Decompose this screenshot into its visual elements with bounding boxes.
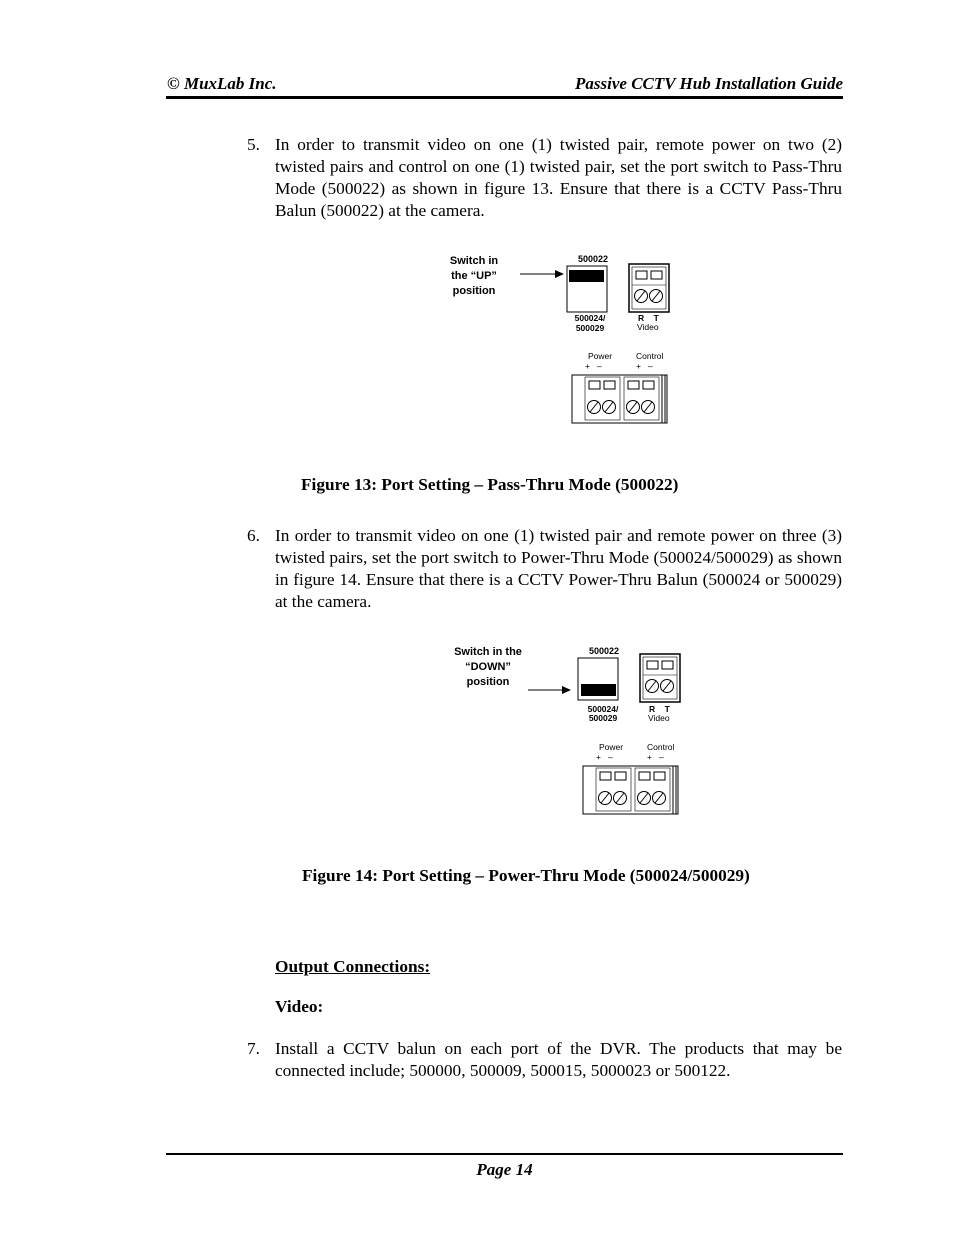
power-label: Power [599,742,624,752]
step-text: Install a CCTV balun on each port of the DVR. The products that may be connected include; 500000, 500009, 500015, 5000023 or 500122. [275,1039,842,1080]
step-7 [247,1038,842,1082]
video-terminal [629,264,669,312]
switch-bottom-label: 500029 [588,713,618,723]
switch-position-label: “DOWN” [465,661,511,673]
step-number: 6. [247,526,260,545]
video-terminal [640,654,680,702]
power-polarity: + – [596,752,613,762]
step-text: In order to transmit video on one (1) twisted pair, remote power on two (2) twisted pairs and control on one (1) twisted pair, set the port switch to Pass-Thru Mode (500022) as shown in figure 13. Ensure that there is a CCTV Pass-Thru Balun (500022) at the camera. [275,135,842,220]
video-subheading: Video: [275,997,324,1016]
page-footer [166,1153,843,1180]
step-6 [247,525,842,613]
control-polarity: + – [647,752,664,762]
video-label: Video [637,322,659,332]
figure-13-caption: Figure 13: Port Setting – Pass-Thru Mode (500022) [301,475,679,494]
power-polarity: + – [585,361,602,371]
switch-position-label: position [466,676,510,688]
header-title: Passive CCTV Hub Installation Guide [575,74,843,93]
switch-slider-down [581,684,616,696]
switch-position-label: Switch in [449,255,499,267]
control-label: Control [647,742,675,752]
switch-slider-up [569,270,604,282]
page-number: Page 14 [476,1160,533,1179]
step-text: In order to transmit video on one (1) twisted pair and remote power on three (3) twisted pairs, set the port switch to Power-Thru Mode (500024/500029) as shown in figure 14. Ensure that there is a CCTV Power-Thru Balun (500024 or 500029) at the camera. [275,526,842,611]
video-rt-label: R T [638,313,659,323]
figure-13-diagram [440,248,690,433]
video-rt-label: R T [649,704,670,714]
control-polarity: + – [636,361,653,371]
video-label: Video [648,713,670,723]
switch-top-label: 500022 [589,646,620,656]
header-company: © MuxLab Inc. [167,74,277,93]
control-label: Control [636,351,664,361]
step-5 [247,134,842,222]
arrow-head-icon [562,686,571,694]
figure-14-caption: Figure 14: Port Setting – Power-Thru Mode (500024/500029) [302,866,750,885]
output-connections-heading: Output Connections: [275,957,431,976]
arrow-head-icon [555,270,564,278]
switch-bottom-label: 500024/ [574,313,606,323]
step-number: 5. [247,135,260,154]
figure-14-diagram [442,640,692,825]
switch-bottom-label: 500029 [575,323,605,333]
step-number: 7. [247,1039,260,1058]
switch-top-label: 500022 [578,254,609,264]
switch-position-label: Switch in the [454,646,522,658]
power-label: Power [588,351,613,361]
switch-position-label: position [452,285,496,297]
switch-bottom-label: 500024/ [587,704,619,714]
page-header [166,74,843,99]
switch-position-label: the “UP” [451,270,497,282]
